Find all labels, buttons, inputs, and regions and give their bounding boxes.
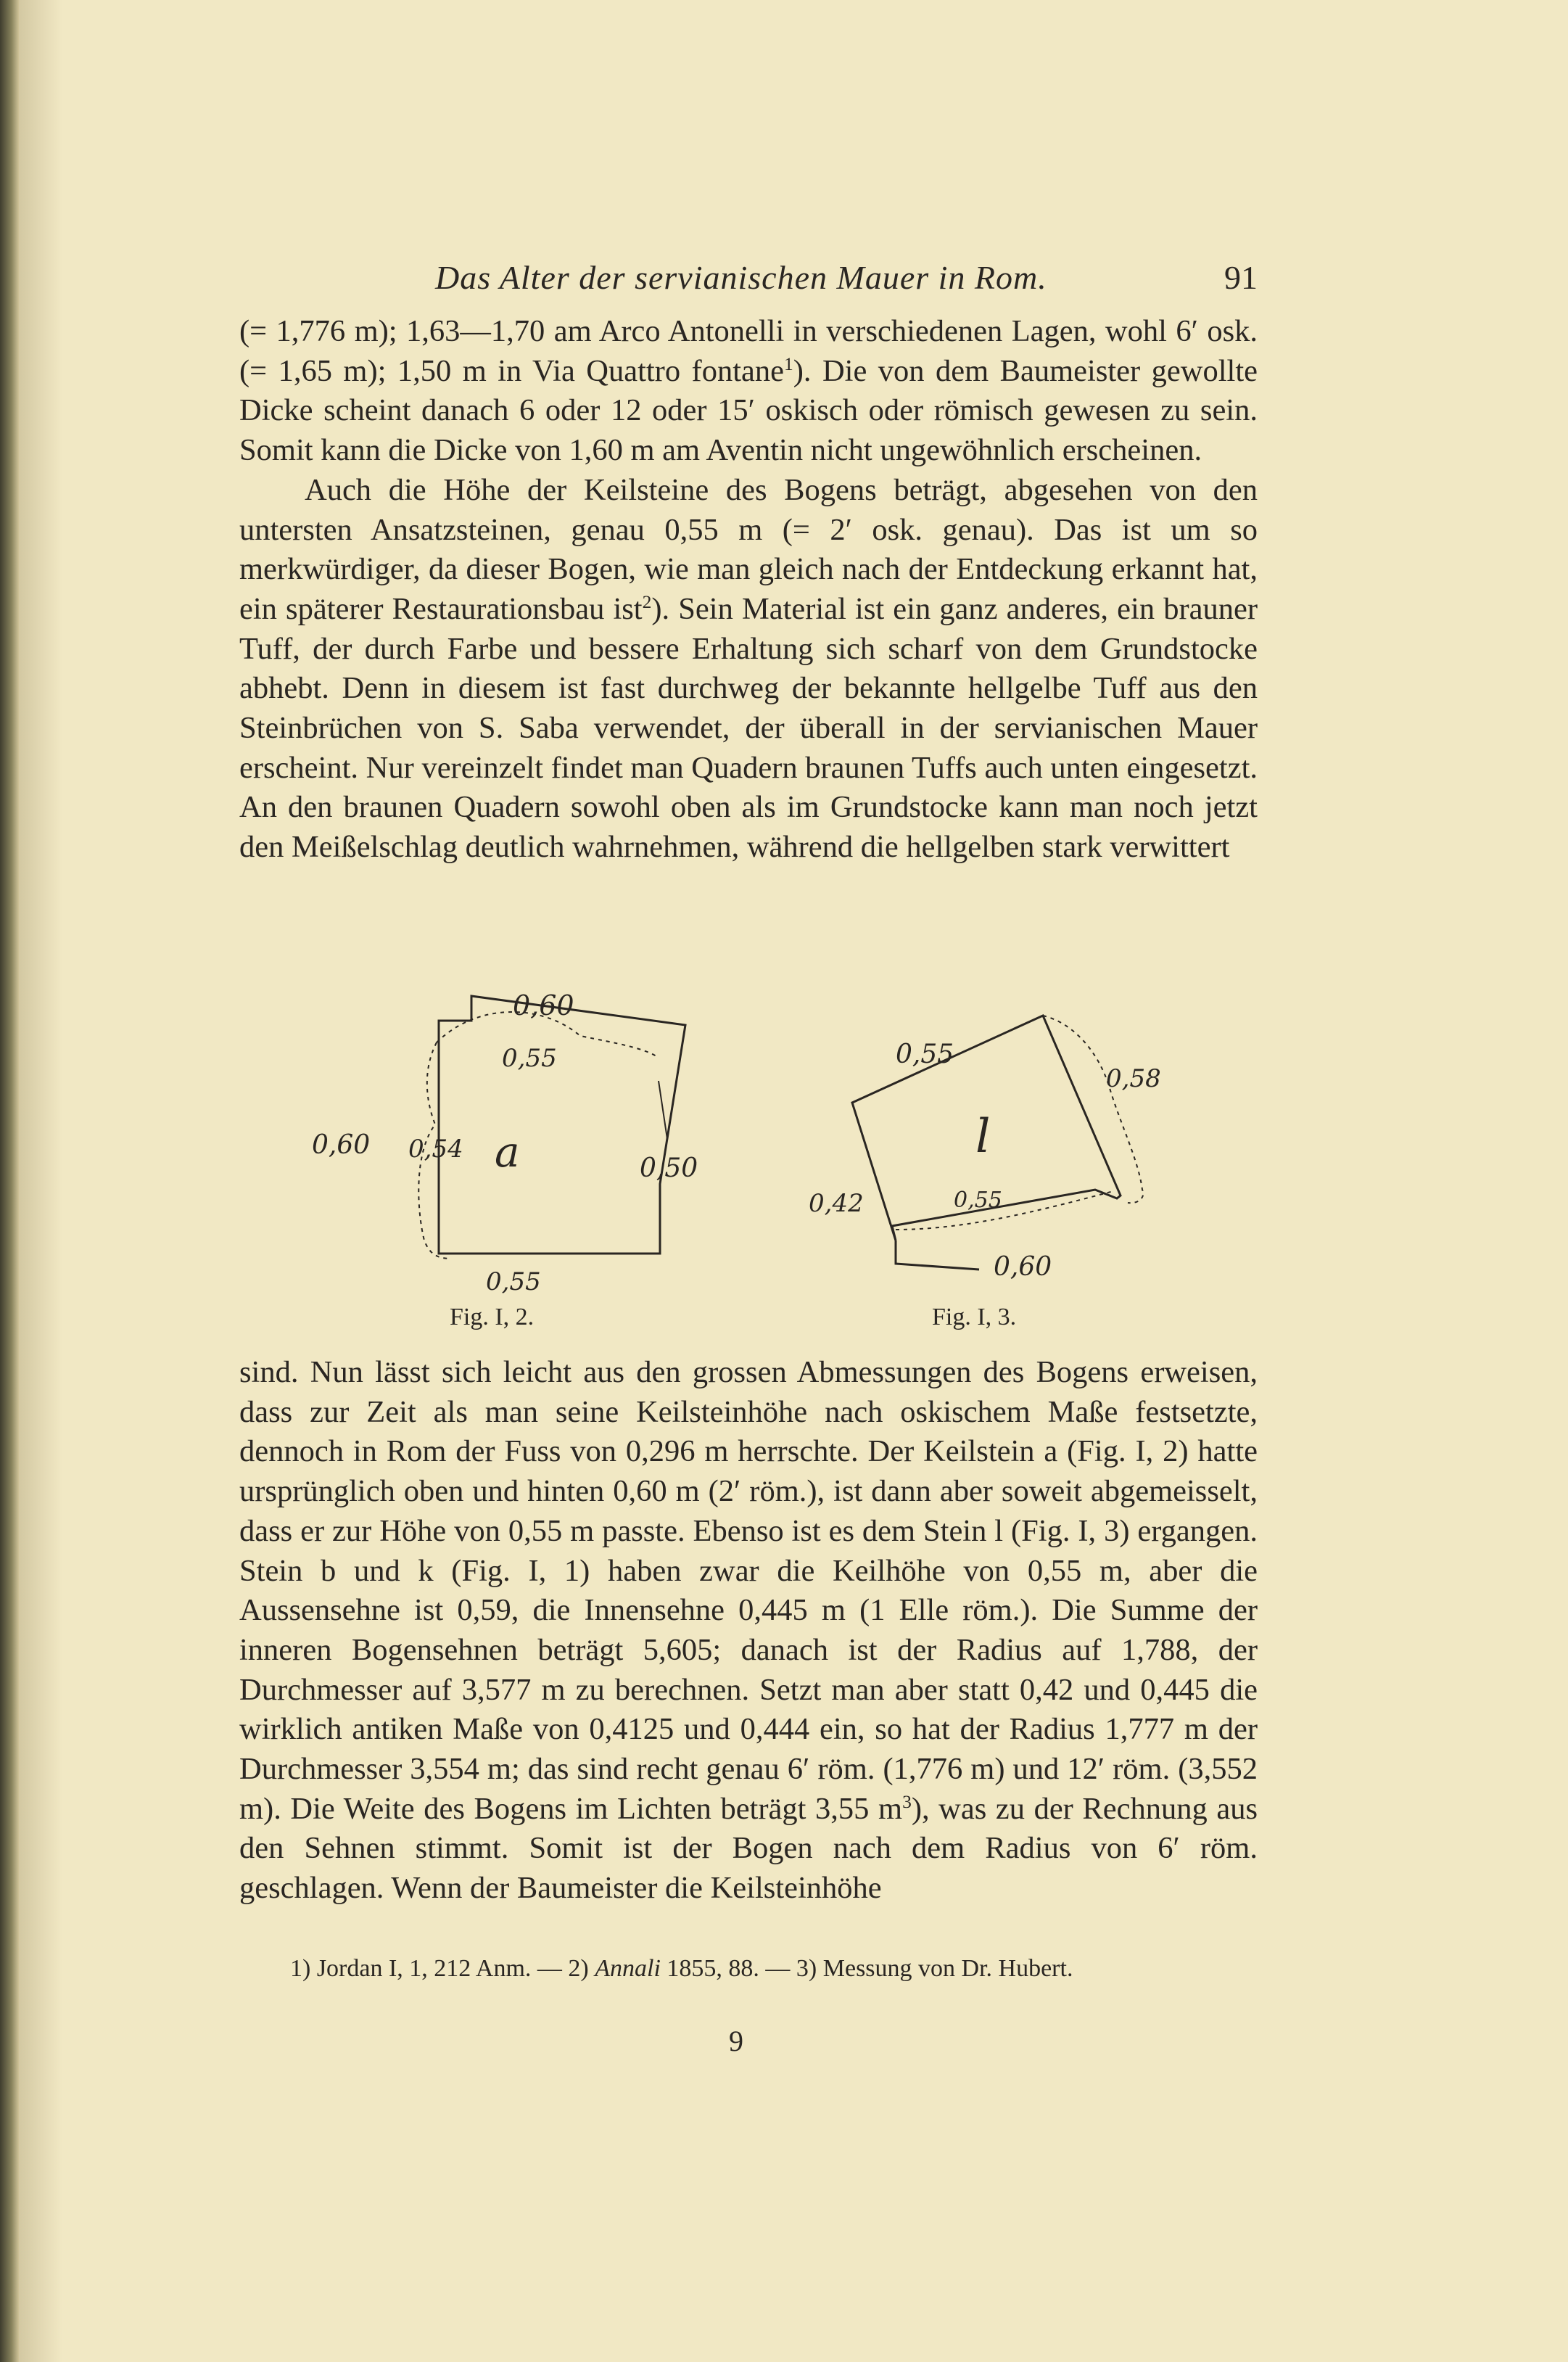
footnote-1: 1) Jordan I, 1, 212 Anm. —: [290, 1955, 562, 1982]
body-text-top: [239, 312, 1258, 868]
fig3-measure-bottom: 0,60: [994, 1252, 1052, 1282]
fig2-measure-left-outer: 0,60: [312, 1130, 371, 1160]
fig3-inner-dashed-line: [896, 1191, 1113, 1230]
fig2-stone-outline: [439, 996, 685, 1254]
fig2-measure-left-inner: 0,54: [408, 1135, 463, 1164]
footnote-ref-1: 1: [783, 353, 793, 374]
signature-mark: 9: [729, 2025, 743, 2057]
fig2-right-tick: [659, 1081, 667, 1139]
page-header: [239, 258, 1258, 305]
fig3-measure-inner: 0,55: [954, 1188, 1002, 1213]
fig3-measure-top: 0,55: [896, 1040, 954, 1069]
fig2-stone-label: a: [495, 1127, 520, 1177]
page-number: 91: [1224, 259, 1258, 296]
fig2-measure-top-inner: 0,55: [502, 1044, 557, 1073]
footnote-ref-3: 3: [902, 1790, 912, 1812]
fig2-measure-top-outer: 0,60: [513, 989, 574, 1021]
paragraph-3: [239, 1353, 1258, 1909]
paragraph-2: [239, 471, 1258, 868]
fig3-measure-left: 0,42: [809, 1189, 864, 1218]
footnote-2-journal: Annali: [595, 1955, 661, 1982]
footnote-3: 3) Messung von Dr. Hubert.: [796, 1955, 1073, 1982]
paragraph-2-text-after: ). Sein Material ist ein ganz anderes, ein brauner Tuff, der durch Farbe und bessere Erhaltung sich scharf von dem Grundstocke abhebt. Denn in diesem ist fast durchweg der bekannte hellgelbe Tuff aus den Steinbrüchen von S. Saba verwendet, der überall in der servianischen Mauer erscheint. Nur vereinzelt findet man Quadern braunen Tuffs auch unten eingesetzt. An den braunen Quadern sowohl oben als im Grundstocke kann man noch jetzt den Meißelschlag deutlich wahrnehmen, während die hellgelben stark verwittert: [239, 591, 1258, 865]
footnote-2-details: 1855, 88. —: [667, 1955, 791, 1982]
fig3-caption: Fig. I, 3.: [932, 1304, 1017, 1330]
footnotes: [239, 1955, 1258, 1983]
fig3-stone-label: l: [975, 1110, 991, 1164]
body-text-bottom: [239, 1353, 1258, 1909]
fig3-measure-right: 0,58: [1106, 1064, 1161, 1093]
figures-drawing: [239, 979, 1258, 1342]
paragraph-1-text-after: . Die von dem Baumeister gewollte Dicke scheint danach 6 oder 12 oder 15′ oskisch oder römisch gewesen zu sein. Somit kann die Dicke von 1,60 m am Aventin nicht ungewöhnlich erscheinen.: [239, 353, 1258, 468]
running-title: Das Alter der servianischen Mauer in Rom.: [435, 259, 1047, 296]
footnote-ref-2: 2: [642, 590, 652, 612]
fig3-bottom-edge: [896, 1240, 979, 1270]
fig2-caption: Fig. I, 2.: [450, 1304, 535, 1330]
paragraph-3-text-a: sind. Nun lässt sich leicht aus den grossen Abmessungen des Bogens erweisen, dass zur Zeit als man seine Keilsteinhöhe nach oskischem Maße festsetzte, dennoch in Rom der Fuss von 0,296 m herrschte. Der Keilstein a (Fig. I, 2) hatte ursprünglich oben und hinten 0,60 m (2′ röm.), ist dann aber soweit abgemeisselt, dass er zur Höhe von 0,55 m passte. Ebenso ist es dem Stein l (Fig. I, 3) ergangen. Stein b und k (Fig. I, 1) haben zwar die Keilhöhe von 0,55 m, aber die Aussensehne ist 0,59, die Innensehne 0,445 m (1 Elle röm.). Die Summe der inneren Bogensehnen beträgt 5,605; danach ist der Radius auf 1,788, der Durchmesser auf 3,577 m zu berechnen. Setzt man aber statt 0,42 und 0,445 die wirklich antiken Maße von 0,4125 und 0,444 ein, so hat der Radius 1,777 m der Durchmesser 3,554 m; das sind recht genau 6′ röm. (1,776 m) und 12′ röm. (3,552 m). Die Weite des Bogens im Lichten beträgt 3,55 m: [239, 1355, 1258, 1826]
fig3-outer-dashed-outline: [1043, 1016, 1143, 1203]
paragraph-1: (= 1,776 m); 1,63—1,70 am Arco Antonelli in verschiedenen Lagen, wohl 6′ osk. (= 1,65 m); 1,50 m in Via Quattro fontane$^1$). Die von dem Baumeister gewollte Dicke scheint danach 6 oder 12 oder 15′ oskisch oder römisch gewesen zu sein. Somit kann die Dicke von 1,60 m am Aventin nicht ungewöhnlich erscheinen.: [239, 314, 1258, 468]
fig2-measure-right: 0,50: [640, 1153, 698, 1183]
paragraph-2-text: Auch die Höhe der Keilsteine des Bogens beträgt, abgesehen von den untersten Ansatzsteinen, genau 0,55 m (= 2′ osk. genau). Das ist um so merkwürdiger, da dieser Bogen, wie man gleich nach der Entdeckung erkannt hat, ein späterer Restaurationsbau ist: [239, 472, 1258, 626]
figure-2-drawing: [418, 996, 685, 1259]
paragraph-3-text-b: ), was zu der Rechnung aus den Sehnen stimmt. Somit ist der Bogen nach dem Radius von 6′ röm. geschlagen. Wenn der Baumeister die Keilsteinhöhe: [239, 1791, 1258, 1906]
book-binding: [0, 0, 19, 2362]
footnote-line: [239, 1955, 1258, 1983]
page-edge-shadow: [19, 0, 62, 2362]
figures-area: [239, 979, 1258, 1342]
paragraph-1-text: (= 1,776 m); 1,63—1,70 am Arco Antonelli in verschiedenen Lagen, wohl 6′ osk. (= 1,65 m); 1,50 m in Via Quattro fontane: [239, 314, 1258, 388]
fig2-measure-bottom: 0,55: [486, 1267, 541, 1296]
footnote-2-number: 2): [568, 1955, 589, 1982]
